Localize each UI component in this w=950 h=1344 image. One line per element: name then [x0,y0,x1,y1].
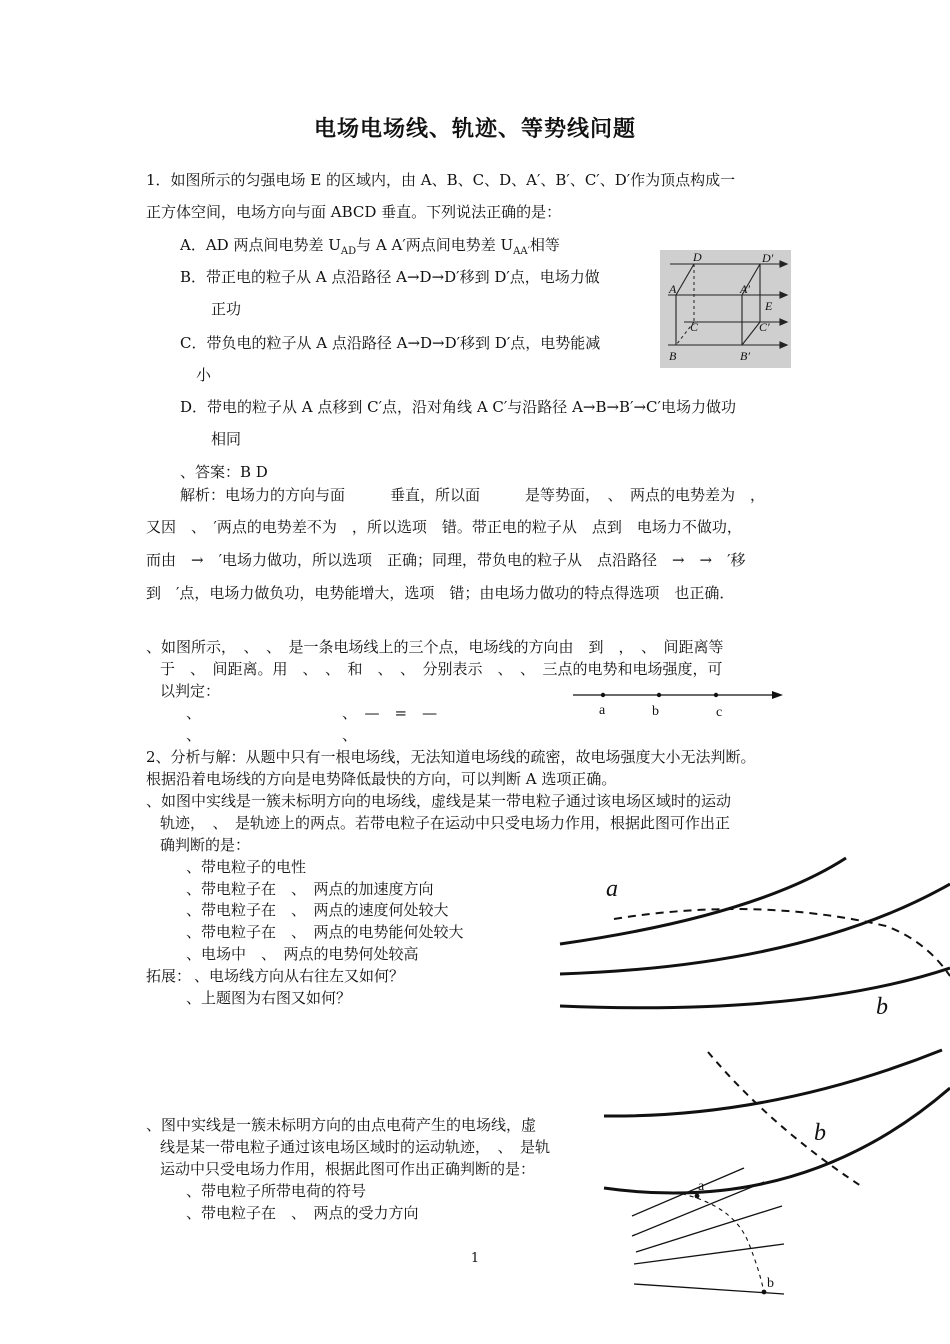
q3-option-1: 、带电粒子的电性 [186,858,307,876]
trajectory-label-b: b [876,994,888,1020]
cube-label-e: E [765,299,773,313]
q3-option-5: 、电场中 、 两点的电势何处较高 [186,945,419,963]
q3-option-2: 、带电粒子在 、 两点的加速度方向 [186,880,434,898]
point-charge-figure [624,1164,794,1314]
q1-option-a-sub1: AD [340,246,357,257]
cube-label-b-prime: B′ [740,349,750,363]
q1-analysis-line2: 又因 、 ′两点的电势差不为 ，所以选项 错。带正电的粒子从 点到 电场力不做功， [146,518,742,536]
q3-extension-label: 拓展： [146,967,192,985]
q1-option-d-line2: 相同 [211,430,242,448]
q4-line3: 运动中只受电场力作用，根据此图可作出正确判断的是： [160,1160,536,1178]
q1-analysis-line4: 到 ′点，电场力做负功，电势能增大，选项 错；由电场力做功的特点得选项 也正确． [146,584,735,602]
q1-option-a [180,235,560,262]
q2-line1: 、如图所示， 、 、 是一条电场线上的三个点，电场线的方向由 到 ， 、 间距离等 [146,638,724,656]
cube-label-d-prime: D′ [762,251,774,265]
q1-answer: 、答案：B D [180,463,268,481]
q3-extension-2: 、上题图为右图又如何？ [186,989,352,1007]
point-label-a: a [599,703,606,718]
q3-line3: 确判断的是： [160,836,251,854]
q1-option-a-end: 相等 [529,236,560,254]
cube-label-c: C [690,320,699,334]
q4-option-2: 、带电粒子在 、 两点的受力方向 [186,1204,419,1222]
cube-label-a-prime: A′ [740,282,750,296]
q1-option-c-line2: 小 [196,366,212,384]
q2-option-1: 、 [186,704,202,722]
q4-line1: 、图中实线是一簇未标明方向的由点电荷产生的电场线，虚 [146,1116,537,1134]
q1-option-b-line2: 正功 [211,300,242,318]
cube-label-b: B [669,349,677,363]
q2-analysis-line1: 2、分析与解：从题中只有一根电场线，无法知道电场线的疏密，故电场强度大小无法判断。 [146,748,756,766]
q2-option-2: 、 — = — [342,704,438,722]
q1-option-a-text: A．AD 两点间电势差 U [180,236,341,254]
q1-analysis-line1: 解析：电场力的方向与面 垂直，所以面 是等势面， 、 两点的电势差为 ， [180,486,766,504]
q2-analysis-line2: 根据沿着电场线的方向是电势降低最快的方向，可以判断 A 选项正确。 [146,770,617,788]
q1-option-d-line1: D．带电的粒子从 A 点移到 C′点，沿对角线 A C′与沿路径 A→B→B′→C′电场力做功 [180,398,736,416]
point-label-b: b [652,704,659,719]
cube-figure [660,250,791,368]
q3-line2: 轨迹， 、 是轨迹上的两点。若带电粒子在运动中只受电场力作用，根据此图可作出正 [160,814,731,832]
cube-label-d: D [693,250,702,264]
cube-label-c-prime: C′ [759,320,770,334]
q2-line2: 于 、 间距离。用 、 、 和 、 、 分别表示 、 、 三点的电势和电场强度，可 [160,660,723,678]
q1-stem-line2: 正方体空间，电场方向与面 ABCD 垂直。下列说法正确的是： [146,203,562,221]
q2-option-3: 、 [186,726,202,744]
page-number: 1 [470,1251,480,1266]
field-line-figure [570,684,786,722]
point-label-c: c [716,705,723,720]
q4-option-1: 、带电粒子所带电荷的符号 [186,1182,367,1200]
page-title: 电场电场线、轨迹、等势线问题 [313,116,636,142]
charge-label-a: a [698,1179,705,1194]
field-trajectory-figure [556,856,950,1026]
q2-line3: 以判定： [160,682,221,700]
q1-option-c-line1: C．带负电的粒子从 A 点沿路径 A→D→D′移到 D′点，电势能减 [180,334,601,352]
q3-option-4: 、带电粒子在 、 两点的电势能何处较大 [186,923,464,941]
q2-option-4: 、 [342,726,358,744]
trajectory-2-label-b: b [814,1120,826,1146]
q1-analysis-line3: 而由 → ′电场力做功，所以选项 正确；同理，带负电的粒子从 点沿路径 → → ′移 [146,551,746,569]
q1-stem-line1: 1．如图所示的匀强电场 E 的区域内，由 A、B、C、D、A′、B′、C′、D′作为顶点构成一 [146,171,736,189]
q3-extension-1: 、电场线方向从右往左又如何？ [194,967,405,985]
charge-label-b: b [767,1276,774,1291]
q3-option-3: 、带电粒子在 、 两点的速度何处较大 [186,901,449,919]
arrow-right-icon [772,691,783,699]
q1-option-b-line1: B．带正电的粒子从 A 点沿路径 A→D→D′移到 D′点，电场力做 [180,268,600,286]
q4-line2: 线是某一带电粒子通过该电场区域时的运动轨迹， 、 是轨 [160,1138,551,1156]
trajectory-label-a: a [606,876,618,902]
q1-option-a-sub2: AA′ [513,246,530,257]
q1-option-a-mid: 与 A A′两点间电势差 U [356,236,514,254]
q3-line1: 、如图中实线是一簇未标明方向的电场线，虚线是某一带电粒子通过该电场区域时的运动 [146,792,732,810]
cube-label-a: A [669,282,677,296]
